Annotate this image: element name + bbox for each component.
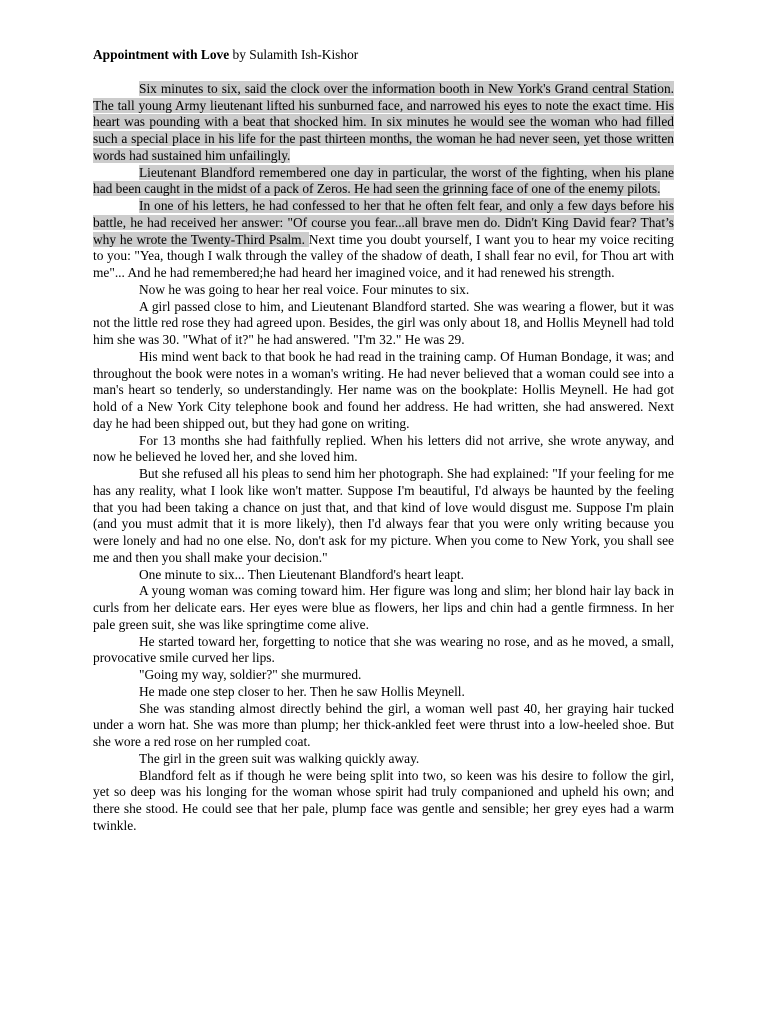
paragraph-text: Next time you doubt yourself, I want you to hear my voice reciting to you: "Yea, though I walk through the valley of the shadow of death, I shall fear no evil, for Thou art with me"... And he had remembered;he had heard her imagined voice, and it had renewed his strength. [93,231,675,280]
document-page [93,47,674,835]
paragraph-text: Blandford felt as if though he were being split into two, so keen was his desire to follow the girl, yet so deep was his longing for the woman whose spirit had truly companioned and upheld his own; and there she stood. He could see that her pale, plump face was gentle and sensible; her grey eyes had a warm twinkle. [93,767,674,833]
paragraph [93,349,674,433]
paragraph-text: But she refused all his pleas to send him her photograph. She had explained: "If your feeling for me has any reality, what I look like won't matter. Suppose I'm beautiful, I'd always be haunted by the feeling that you had been taking a chance on just that, and that kind of love would disgust me. Suppose I'm plain (and you must admit that it is more likely), then I'd always fear that you were only writing because you were lonely and had no one else. No, don't ask for my picture. When you come to New York, you shall see me and then you shall make your decision." [93,466,674,565]
paragraph-text: He started toward her, forgetting to notice that she was wearing no rose, and as he moved, a small, provocative smile curved her lips. [93,633,674,666]
paragraph [93,768,674,835]
document-byline: by Sulamith Ish-Kishor [229,47,359,62]
highlighted-text: Six minutes to six, said the clock over the information booth in New York's Grand central Station. The tall young Army lieutenant lifted his sunburned face, and narrowed his eyes to note the exact time. His heart was pounding with a beat that shocked him. In six minutes he would see the woman who had filled such a special place in his life for the past thirteen months, the woman he had never seen, yet those written words had sustained him unfailingly. [93,80,674,163]
paragraph [93,701,674,751]
paragraph-text: His mind went back to that book he had read in the training camp. Of Human Bondage, it was; and throughout the book were notes in a woman's writing. He had never believed that a woman could see into a man's heart so tenderly, so understandingly. Her name was on the bookplate: Hollis Meynell. He had got hold of a New York City telephone book and found her address. He had written, she had answered. Next day he had been shipped out, but they had gone on writing. [93,348,674,431]
paragraph [93,198,674,282]
paragraph-text: She was standing almost directly behind the girl, a woman well past 40, her graying hair tucked under a worn hat. She was more than plump; her thick-ankled feet were thrust into a low-heeled shoe. But she wore a red rose on her rumpled coat. [93,700,674,749]
paragraph [93,567,674,584]
paragraph-text: Now he was going to hear her real voice. Four minutes to six. [139,281,470,297]
highlighted-text: Lieutenant Blandford remembered one day in particular, the worst of the fighting, when his plane had been caught in the midst of a pack of Zeros. He had seen the grinning face of one of the enemy pilots. [93,164,674,197]
document-title: Appointment with Love [93,47,230,62]
document-heading [93,47,674,64]
highlighted-text: In one of his letters, he had confessed to her that he often felt fear, and only a few days before his battle, he had received her answer: "Of course you fear...all brave men do. Didn't King David fear? That’s why he wrote the Twenty-Third Psalm. [93,198,674,247]
paragraph-text: For 13 months she had faithfully replied. When his letters did not arrive, she wrote anyway, and now he believed he loved her, and she loved him. [93,432,674,465]
paragraph [93,81,674,165]
paragraph-text: He made one step closer to her. Then he saw Hollis Meynell. [139,683,465,699]
paragraph-text: One minute to six... Then Lieutenant Blandford's heart leapt. [139,566,464,582]
paragraph [93,583,674,633]
paragraph [93,165,674,199]
paragraph [93,751,674,768]
paragraph-text: A girl passed close to him, and Lieutenant Blandford started. She was wearing a flower, but it was not the little red rose they had agreed upon. Besides, the girl was only about 18, and Hollis Meynell had told him she was 30. "What of it?" he had answered. "I'm 32." He was 29. [93,298,674,347]
paragraph [93,282,674,299]
paragraph [93,684,674,701]
paragraph [93,299,674,349]
paragraph [93,634,674,668]
paragraph [93,466,674,567]
paragraph-text: "Going my way, soldier?" she murmured. [139,667,362,682]
paragraph [93,667,674,684]
paragraph-text: The girl in the green suit was walking quickly away. [139,750,420,766]
paragraph-text: A young woman was coming toward him. Her figure was long and slim; her blond hair lay back in curls from her delicate ears. Her eyes were blue as flowers, her lips and chin had a gentle firmness. In her pale green suit, she was like springtime come alive. [93,583,674,632]
paragraph [93,433,674,467]
